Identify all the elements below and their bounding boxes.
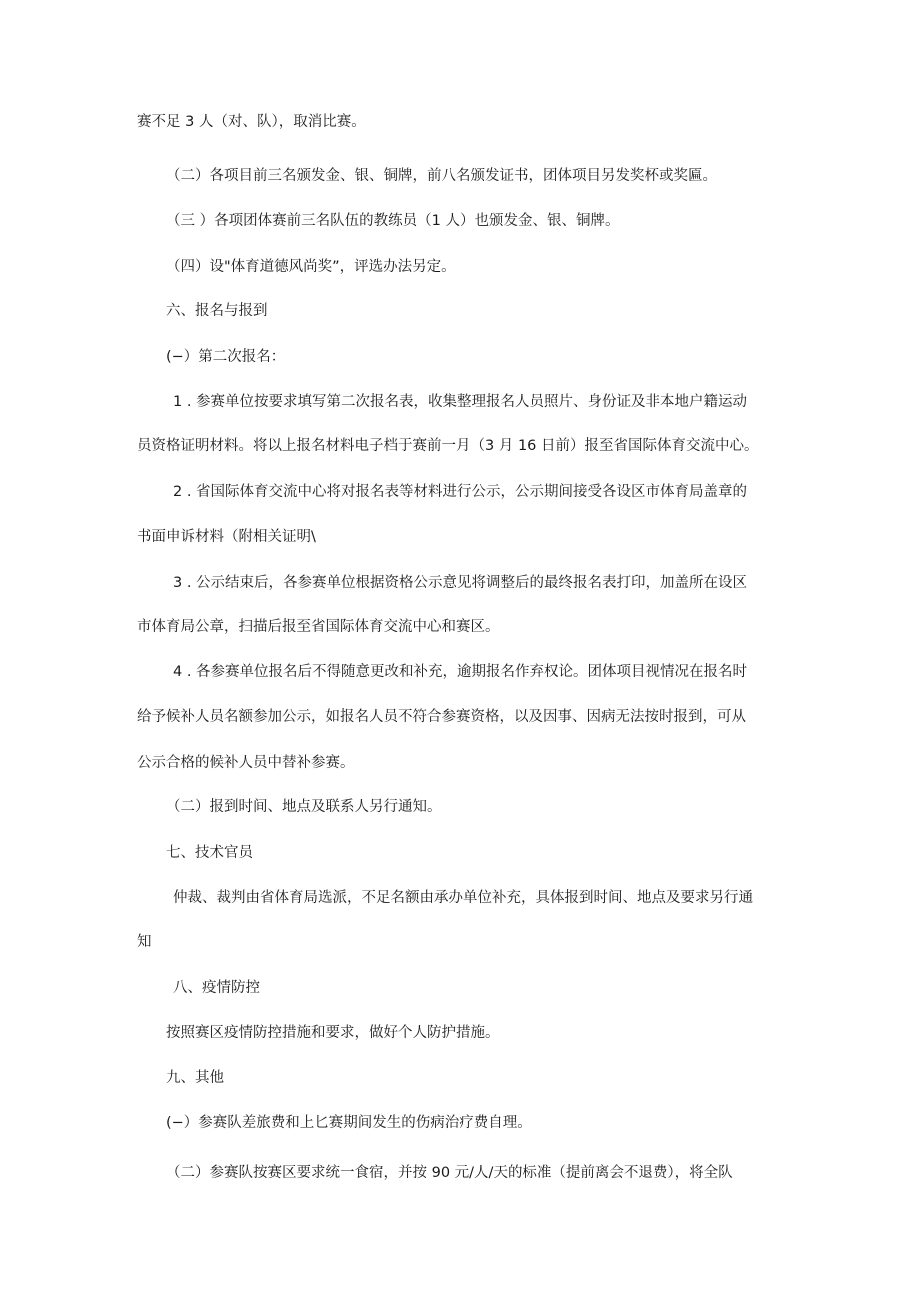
text-line-6: (−）第二次报名： (166, 349, 286, 365)
text-line-15: 公示合格的候补人员中替补参赛。 (137, 755, 355, 771)
text-line-2: （二）各项目前三名颁发金、银、铜牌，前八名颁发证书，团体项目另发奖杯或奖匾。 (166, 168, 717, 184)
section-heading-7: 七、技术官员 (166, 845, 253, 861)
text-line-21: 按照赛区疫情防控措施和要求，做好个人防护措施。 (166, 1025, 500, 1041)
section-heading-6: 六、报名与报到 (166, 303, 268, 319)
text-line-10: 书面申诉材料（附相关证明\ (137, 529, 316, 545)
text-line-3: （三 ）各项团体赛前三名队伍的教练员（1 人）也颁发金、银、铜牌。 (166, 213, 620, 229)
text-line-18: 仲裁、裁判由省体育局选派，不足名额由承办单位补充，具体报到时间、地点及要求另行通 (173, 890, 753, 906)
text-line-16: （二）报到时间、地点及联系人另行通知。 (166, 799, 442, 815)
text-line-24: （二）参赛队按赛区要求统一食宿，并按 90 元/人/天的标准（提前离会不退费），将全队 (166, 1165, 733, 1181)
text-line-4: （四）设"体育道德风尚奖”，评选办法另定。 (166, 259, 456, 275)
text-line-11: 3 . 公示结束后，各参赛单位根据资格公示意见将调整后的最终报名表打印，加盖所在设区 (173, 575, 748, 591)
text-line-1: 赛不足 3 人（对、队），取消比赛。 (137, 114, 366, 130)
text-line-7: 1 . 参赛单位按要求填写第二次报名表，收集整理报名人员照片、身份证及非本地户籍运动 (173, 394, 748, 410)
section-heading-9: 九、其他 (166, 1070, 224, 1086)
text-line-19: 知 (137, 934, 152, 950)
text-line-12: 市体育局公章，扫描后报至省国际体育交流中心和赛区。 (137, 619, 500, 635)
text-line-9: 2 . 省国际体育交流中心将对报名表等材料进行公示，公示期间接受各设区市体育局盖章的 (173, 484, 748, 500)
text-line-13: 4 . 各参赛单位报名后不得随意更改和补充，逾期报名作弃权论。团体项目视情况在报名时 (173, 664, 748, 680)
text-line-14: 给予候补人员名额参加公示，如报名人员不符合参赛资格，以及因事、因病无法按时报到，可从 (137, 709, 746, 725)
text-line-23: (−）参赛队差旅费和上匕赛期间发生的伤病治疗费自理。 (166, 1115, 532, 1131)
section-heading-8: 八、疫情防控 (173, 980, 260, 996)
text-line-8: 员资格证明材料。将以上报名材料电子档于赛前一月（3 月 16 日前）报至省国际体育交流中心。 (137, 438, 759, 454)
